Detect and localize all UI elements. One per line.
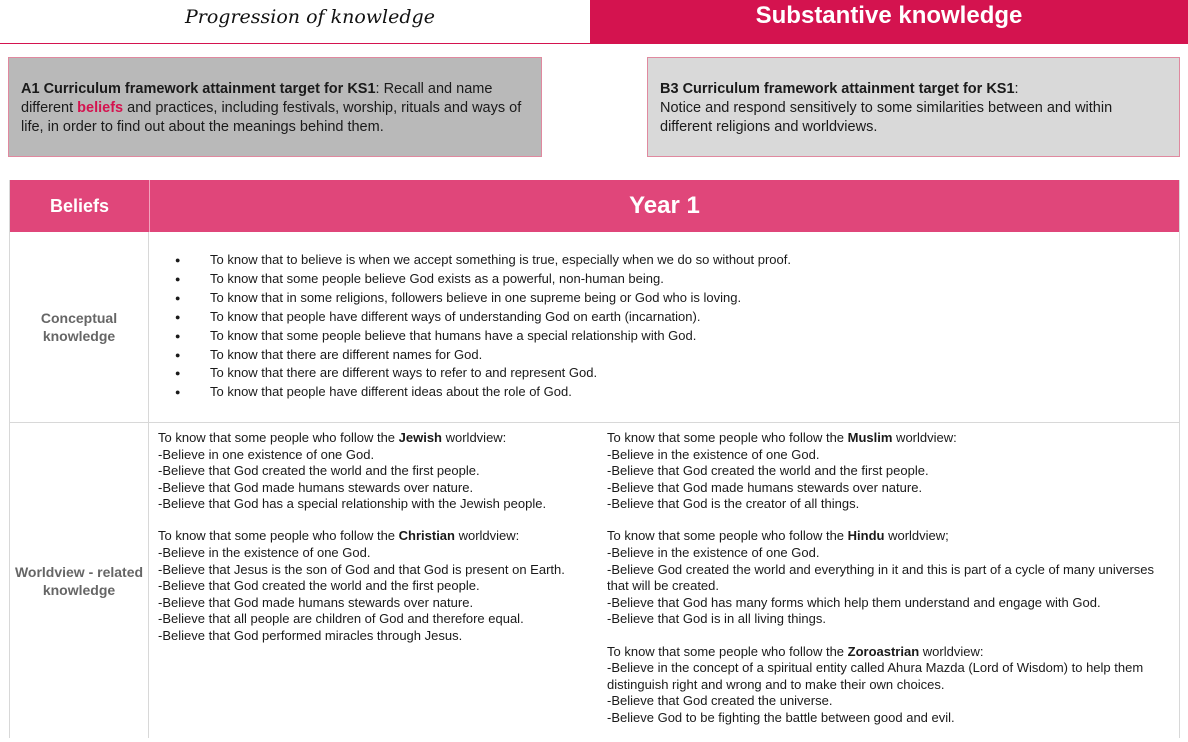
attainment-target-b3 <box>647 57 1180 157</box>
b3-text: Notice and respond sensitively to some similarities between and within different religions and worldviews. <box>660 100 1113 135</box>
belief-line: -Believe in the existence of one God. <box>607 446 820 462</box>
belief-line: -Believe that all people are children of God and therefore equal. <box>158 611 524 627</box>
belief-line: -Believe that God created the world and the first people. <box>607 463 929 479</box>
list-item: ● To know that in some religions, followers believe in one supreme being or God who is loving. <box>170 289 791 308</box>
beliefs-table <box>9 180 1180 738</box>
intro-prefix: To know that some people who follow the <box>607 430 848 445</box>
belief-line: -Believe in the concept of a spiritual entity called Ahura Mazda (Lord of Wisdom) to help them distinguish right and wrong and to make their own choices. <box>607 660 1144 692</box>
zoroastrian-intro <box>607 644 1167 661</box>
belief-line: -Believe God to be fighting the battle between good and evil. <box>607 709 955 725</box>
christian-name: Christian <box>398 528 455 544</box>
conceptual-list <box>170 251 791 402</box>
a1-highlight: beliefs <box>77 100 124 116</box>
list-item: ● To know that to believe is when we accept something is true, especially when we do so without proof. <box>170 251 791 270</box>
a1-text-before: : Recall and name different <box>21 81 493 116</box>
intro-suffix: worldview: <box>919 643 984 659</box>
conceptual-row <box>10 232 1179 423</box>
hindu-name: Hindu <box>847 528 885 544</box>
belief-line: -Believe that God has a special relationship with the Jewish people. <box>158 496 547 512</box>
belief-line: -Believe that God made humans stewards over nature. <box>158 594 474 610</box>
belief-line: -Believe that God created the world and the first people. <box>158 578 480 594</box>
hindu-block <box>607 528 1167 628</box>
list-item: ● To know that people have different ways of understanding God on earth (incarnation). <box>170 308 791 327</box>
zoroastrian-block <box>607 644 1167 727</box>
jewish-block <box>158 430 598 513</box>
muslim-intro <box>607 430 1167 447</box>
conceptual-label: Conceptual knowledge <box>10 232 149 422</box>
a1-label: A1 Curriculum framework attainment target for KS1 <box>21 81 376 97</box>
intro-suffix: worldview: <box>442 430 507 445</box>
belief-line: -Believe that God is the creator of all things. <box>607 496 860 512</box>
jewish-intro <box>158 430 598 447</box>
christian-intro <box>158 528 598 545</box>
jewish-name: Jewish <box>398 430 442 445</box>
worldview-label: Worldview - related knowledge <box>10 423 149 738</box>
zoroastrian-name: Zoroastrian <box>847 643 920 659</box>
belief-line: -Believe in one existence of one God. <box>158 446 375 462</box>
worldview-row <box>10 423 1179 738</box>
intro-prefix: To know that some people who follow the <box>607 643 848 659</box>
intro-prefix: To know that some people who follow the <box>607 528 848 544</box>
belief-line: -Believe that God made humans stewards over nature. <box>607 479 923 495</box>
hindu-intro <box>607 528 1167 545</box>
belief-line: -Believe in the existence of one God. <box>607 545 820 561</box>
intro-suffix: worldview: <box>454 528 520 544</box>
b3-text-before: : <box>1014 81 1019 97</box>
substantive-header: Substantive knowledge <box>590 0 1188 44</box>
christian-block <box>158 528 598 644</box>
list-item: ● To know that there are different names for God. <box>170 346 791 365</box>
belief-line: -Believe that God performed miracles through Jesus. <box>158 628 463 644</box>
list-item: ● To know that people have different ideas about the role of God. <box>170 383 791 402</box>
belief-line: -Believe that Jesus is the son of God and that God is present on Earth. <box>158 561 565 577</box>
intro-prefix: To know that some people who follow the <box>158 528 399 544</box>
attainment-target-a1 <box>8 57 542 157</box>
list-item: ● To know that some people believe God exists as a powerful, non-human being. <box>170 270 791 289</box>
belief-line: -Believe that God has many forms which help them understand and engage with God. <box>607 594 1101 610</box>
a1-text-after: and practices, including festivals, worship, rituals and ways of life, in order to find out about the meanings behind them. <box>21 100 522 135</box>
progression-title: Progression of knowledge <box>185 6 435 28</box>
belief-line: -Believe that God created the world and the first people. <box>158 463 480 479</box>
beliefs-header: Beliefs <box>10 180 149 232</box>
worldview-left-column <box>158 430 598 660</box>
intro-suffix: worldview; <box>884 528 949 544</box>
belief-line: -Believe God created the world and everything in it and this is part of a cycle of many universes that will be created. <box>607 561 1155 594</box>
muslim-block <box>607 430 1167 513</box>
intro-suffix: worldview: <box>892 430 957 445</box>
belief-line: -Believe that God created the universe. <box>607 693 833 709</box>
list-item: ● To know that there are different ways to refer to and represent God. <box>170 364 791 383</box>
intro-prefix: To know that some people who follow the <box>158 430 399 445</box>
b3-label: B3 Curriculum framework attainment target for KS1 <box>660 81 1015 97</box>
list-item: ● To know that some people believe that humans have a special relationship with God. <box>170 327 791 346</box>
belief-line: -Believe that God made humans stewards over nature. <box>158 479 474 495</box>
muslim-name: Muslim <box>847 430 893 445</box>
progression-header <box>0 0 590 44</box>
belief-line: -Believe that God is in all living things. <box>607 611 826 627</box>
worldview-right-column <box>607 430 1167 742</box>
belief-line: -Believe in the existence of one God. <box>158 545 371 561</box>
year-header: Year 1 <box>149 180 1179 232</box>
